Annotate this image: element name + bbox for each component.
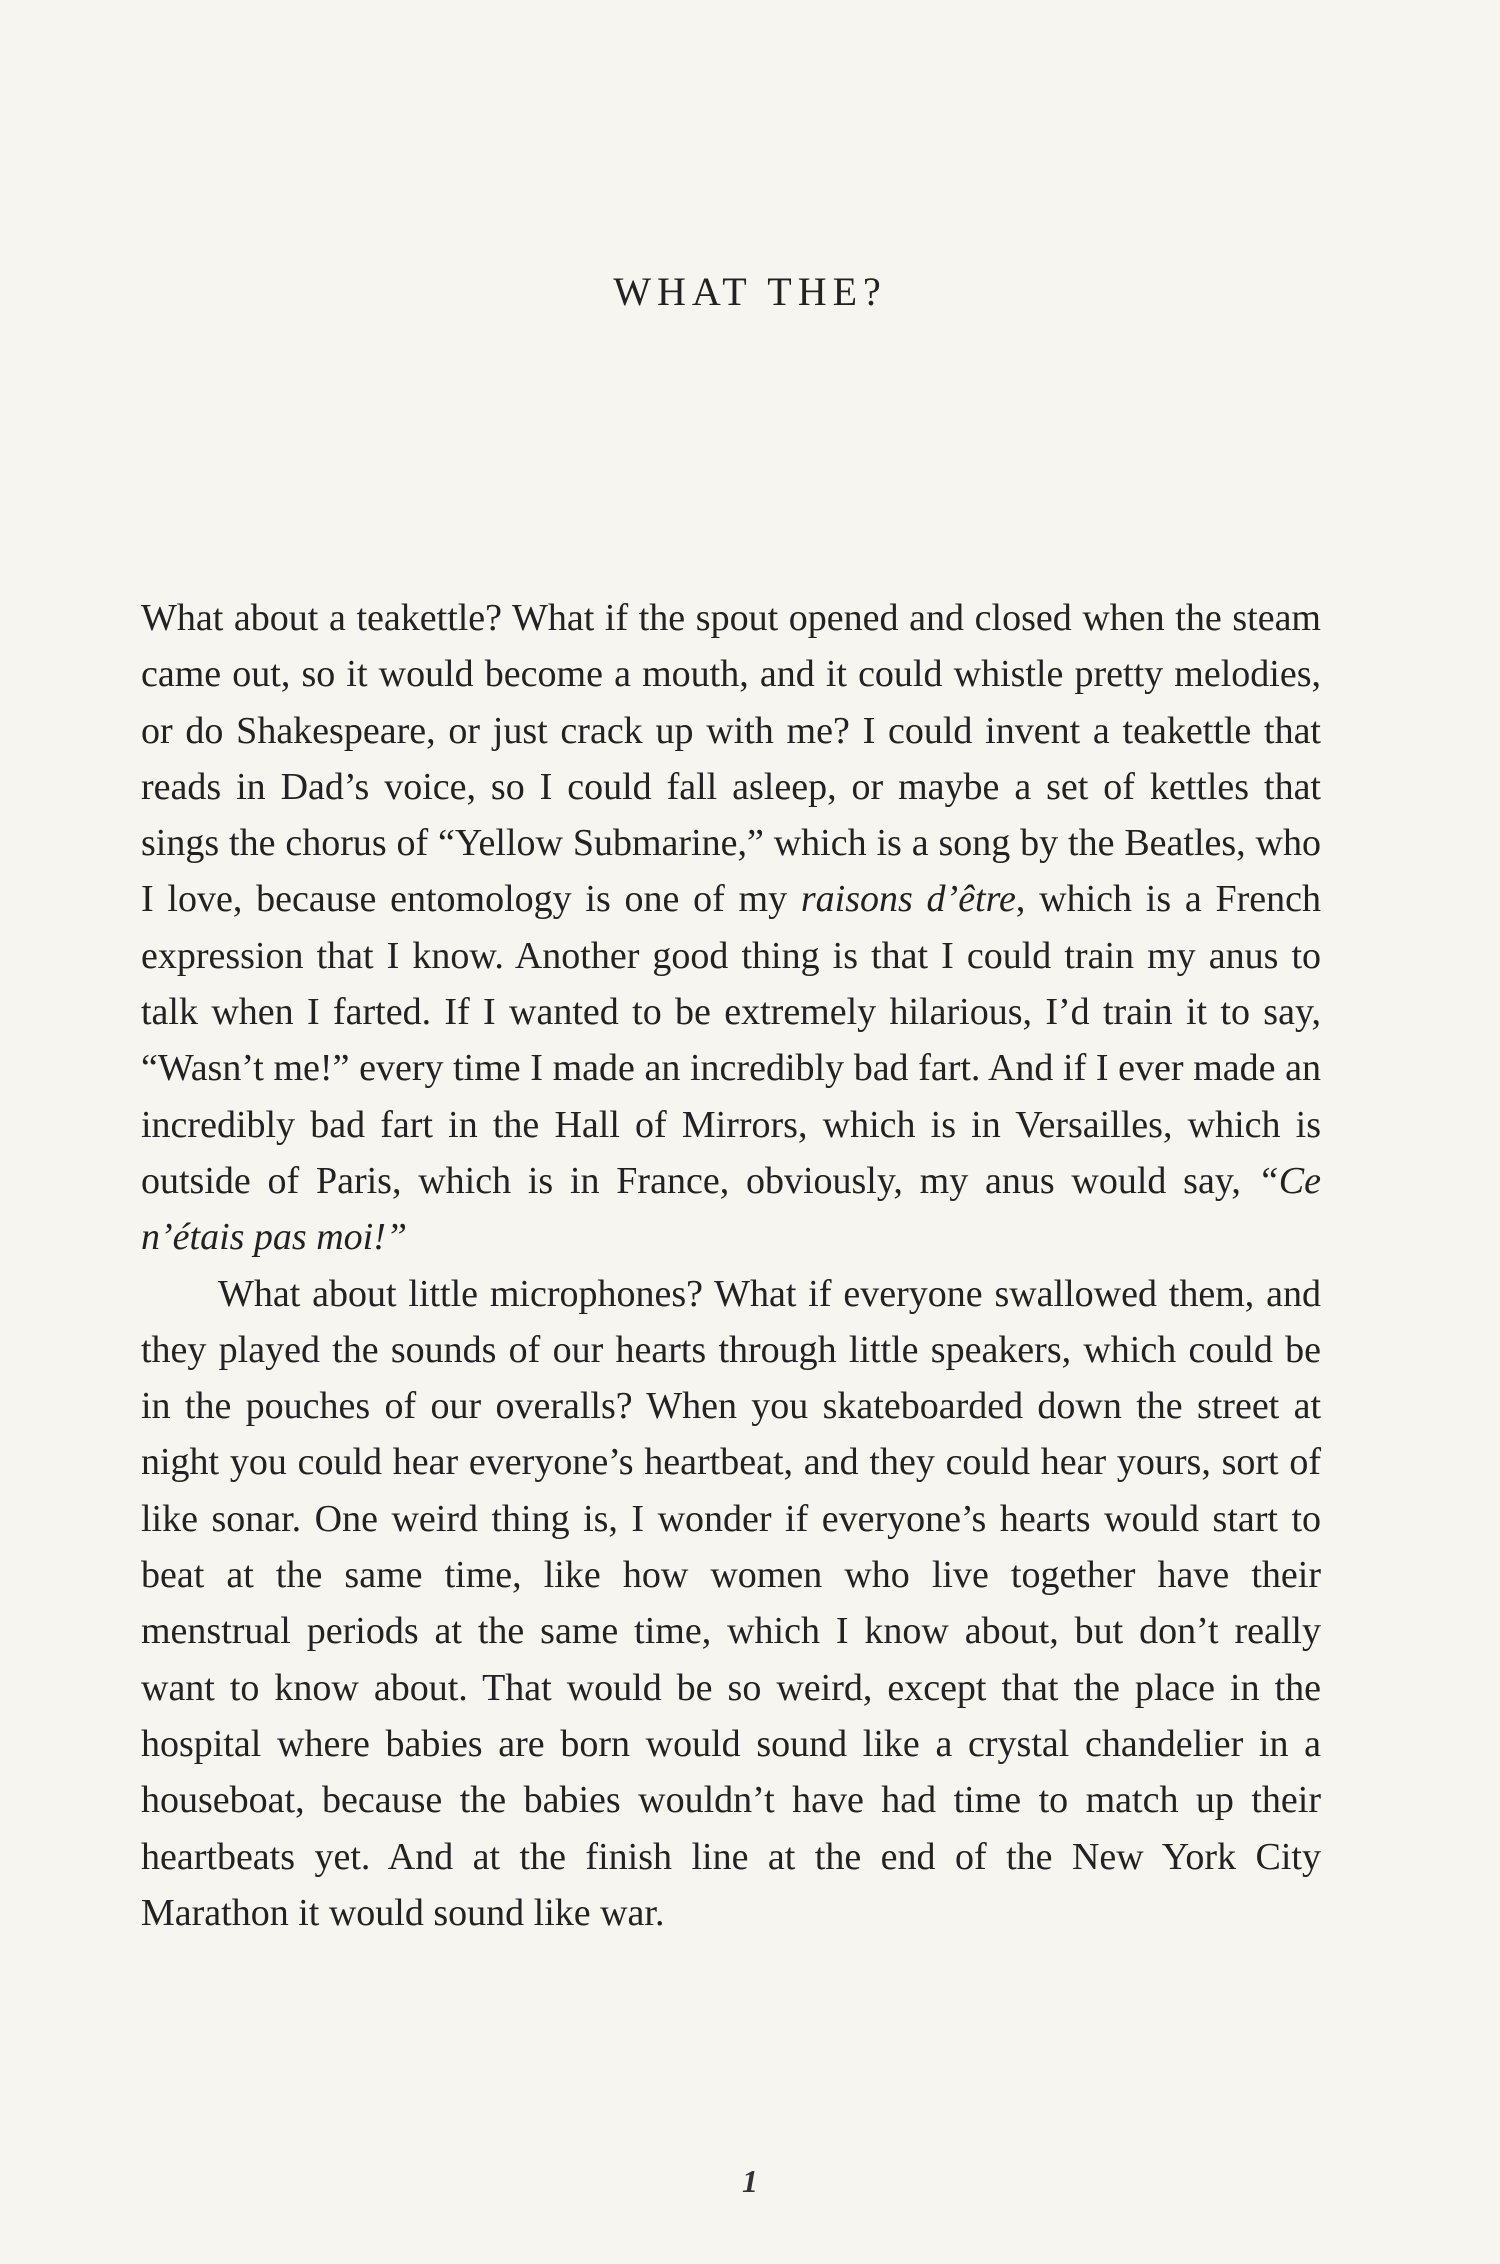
paragraph-2: What about little microphones? What if everyone swallowed them, and they played the sounds of our hearts through little speakers, which could be in the pouches of our overalls? When you skateboarded down the street at night you could hear everyone’s heartbeat, and they could hear yours, sort of like sonar. One weird thing is, I wonder if everyone’s hearts would start to beat at the same time, like how women who live together have their menstrual periods at the same time, which I know about, but don’t really want to know about. That would be so weird, except that the place in the hospital where babies are born would sound like a crystal chandelier in a houseboat, because the babies wouldn’t have had time to match up their heartbeats yet. And at the finish line at the end of the New York City Marathon it would sound like war.: [141, 1272, 1321, 1934]
chapter-title: WHAT THE?: [613, 269, 887, 314]
paragraph-1-text-a: What about a teakettle? What if the spout opened and closed when the steam came out, so it would become a mouth, and it could whistle pretty melodies, or do Shakespeare, or just crack up with me? I could invent a teakettle that reads in Dad’s voice, so I could fall asleep, or maybe a set of kettles that sings the chorus of “Yellow Submarine,” which is a song by the Beatles, who I love, because entomology is one of my: [141, 597, 1321, 921]
italic-phrase-ce-netais: “Ce n’étais pas moi!”: [141, 1159, 1321, 1259]
italic-phrase-raisons: raisons d’être: [800, 878, 1016, 921]
paragraph-1: [141, 590, 1321, 1266]
page-number: 1: [742, 2163, 758, 2199]
body-text: [141, 590, 1321, 1941]
paragraph-1-text-b: , which is a French expression that I know. Another good thing is that I could train my anus to talk when I farted. If I wanted to be extremely hilarious, I’d train it to say, “Wasn’t me!” every time I made an incredibly bad fart. And if I ever made an incredibly bad fart in the Hall of Mirrors, which is in Versailles, which is outside of Paris, which is in France, obviously, my anus would say,: [141, 878, 1322, 1202]
